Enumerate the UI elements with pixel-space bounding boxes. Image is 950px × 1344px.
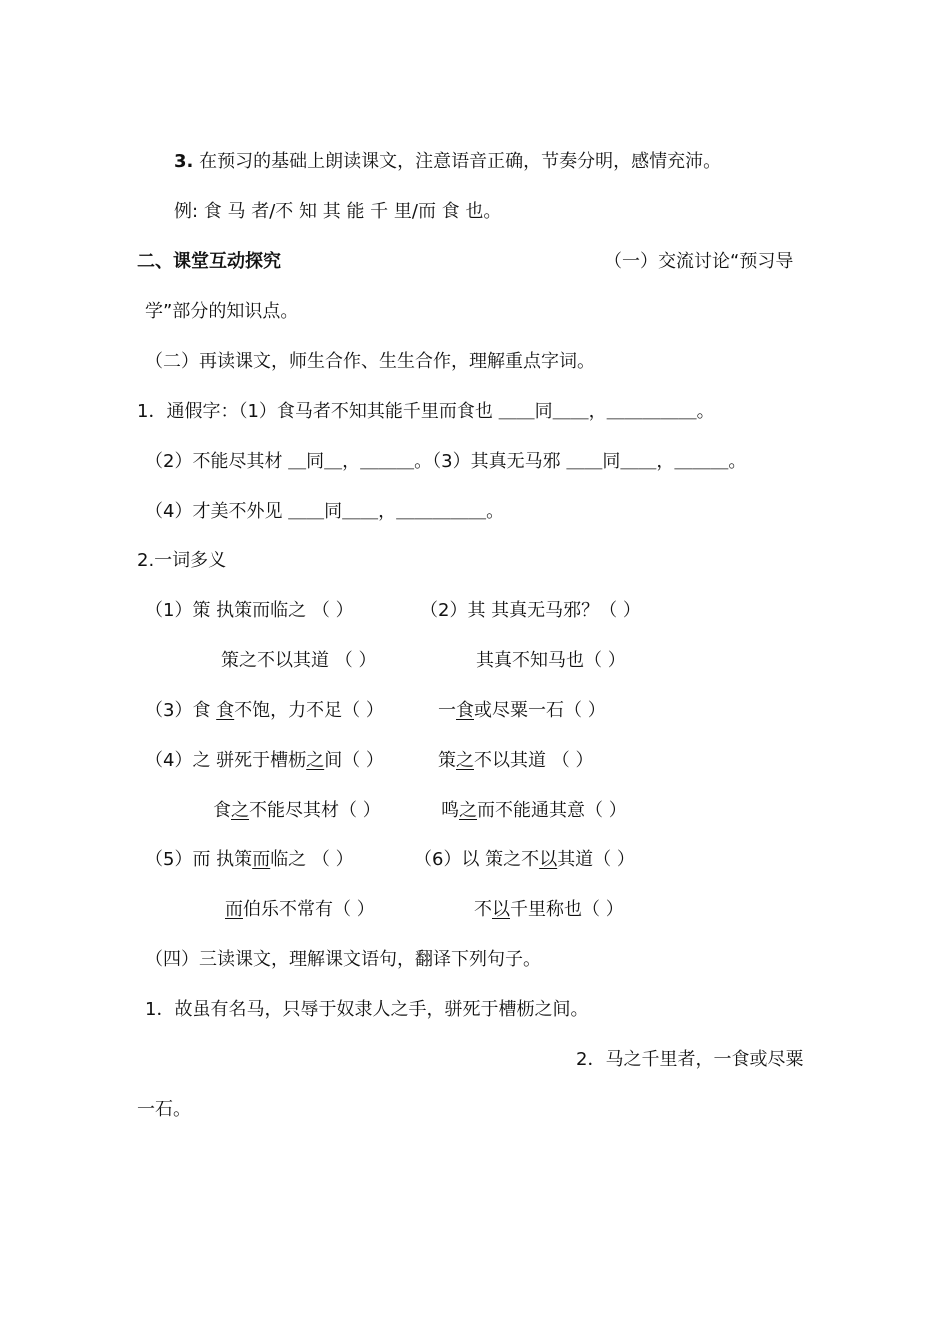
text-segment: 策 (438, 750, 456, 771)
polysemy-6a (414, 848, 635, 872)
translate-sentence-1: 1．故虽有名马，只辱于奴隶人之手，骈死于槽枥之间。 (145, 999, 589, 1020)
polysemy-6b (474, 898, 624, 922)
polysemy-2a: （2）其 其真无马邪？（ ） (420, 600, 641, 621)
text-segment: 不以其道 （ ） (474, 750, 594, 771)
text-segment: 千里称也（ ） (510, 899, 624, 920)
polysemy-heading: 2.一词多义 (137, 550, 227, 571)
subsection-4: （四）三读课文，理解课文语句，翻译下列句子。 (145, 949, 541, 970)
polysemy-5a (145, 848, 354, 872)
polysemy-1b: 策之不以其道 （ ） (221, 650, 377, 671)
polysemy-3a (145, 699, 384, 723)
underlined-char: 之 (306, 750, 325, 771)
text-segment: 不饱，力不足（ ） (234, 700, 384, 721)
polysemy-4d (441, 799, 627, 823)
underlined-char: 以 (539, 849, 558, 870)
polysemy-5b (225, 898, 375, 922)
text-segment: 不能尽其材（ ） (249, 800, 381, 821)
text-segment: 临之 （ ） (270, 849, 354, 870)
subsection-1-text: （一）交流讨论“预习导 (604, 251, 794, 272)
underlined-char: 以 (492, 899, 510, 920)
section-heading: 二、课堂互动探究 (137, 251, 281, 272)
underlined-char: 之 (456, 750, 474, 771)
translate-sentence-2: 2．马之千里者，一食或尽粟 (576, 1049, 804, 1070)
tongjia-line-3: （4）才美不外见 ＿＿同＿＿，＿＿＿＿＿。 (145, 501, 505, 522)
polysemy-3b (438, 699, 606, 723)
text-segment: 不 (474, 899, 492, 920)
text-segment: 食 (213, 800, 231, 821)
text-segment: 鸣 (441, 800, 459, 821)
underlined-char: 之 (231, 800, 249, 821)
text-segment: （4）之 骈死于槽枥 (145, 750, 307, 771)
polysemy-4c (213, 799, 381, 823)
text-segment: 间（ ） (324, 750, 384, 771)
tongjia-line-2: （2）不能尽其材 ＿同＿，＿＿＿。（3）其真无马邪 ＿＿同＿＿，＿＿＿。 (145, 451, 747, 472)
polysemy-4a (145, 749, 384, 773)
text-segment: 而不能通其意（ ） (477, 800, 627, 821)
polysemy-2b: 其真不知马也（ ） (476, 650, 626, 671)
underlined-char: 之 (459, 800, 477, 821)
text-segment: （5）而 执策 (145, 849, 253, 870)
underlined-char: 食 (216, 700, 235, 721)
underlined-char: 而 (225, 899, 243, 920)
polysemy-4b (438, 749, 593, 773)
text-segment: 伯乐不常有（ ） (243, 899, 375, 920)
subsection-2: （二）再读课文，师生合作、生生合作，理解重点字词。 (145, 351, 595, 372)
text-segment: 其道（ ） (557, 849, 635, 870)
subsection-1-continued: 学”部分的知识点。 (145, 301, 299, 322)
translate-sentence-2-continued: 一石。 (137, 1099, 191, 1120)
text-segment: 或尽粟一石（ ） (474, 700, 606, 721)
instruction-line-3 (174, 150, 721, 174)
text-segment: （3）食 (145, 700, 217, 721)
text-segment: （6）以 策之不 (414, 849, 540, 870)
item-number: 3. (174, 151, 194, 172)
polysemy-1a: （1）策 执策而临之 （ ） (145, 600, 354, 621)
underlined-char: 而 (252, 849, 271, 870)
instruction-text: 在预习的基础上朗读课文，注意语音正确，节奏分明，感情充沛。 (199, 151, 722, 172)
tongjia-line-1: 1．通假字：（1）食马者不知其能千里而食也 ＿＿同＿＿，＿＿＿＿＿。 (137, 401, 715, 422)
example-line: 例: 食 马 者/不 知 其 能 千 里/而 食 也。 (174, 201, 502, 222)
text-segment: 一 (438, 700, 456, 721)
underlined-char: 食 (456, 700, 474, 721)
